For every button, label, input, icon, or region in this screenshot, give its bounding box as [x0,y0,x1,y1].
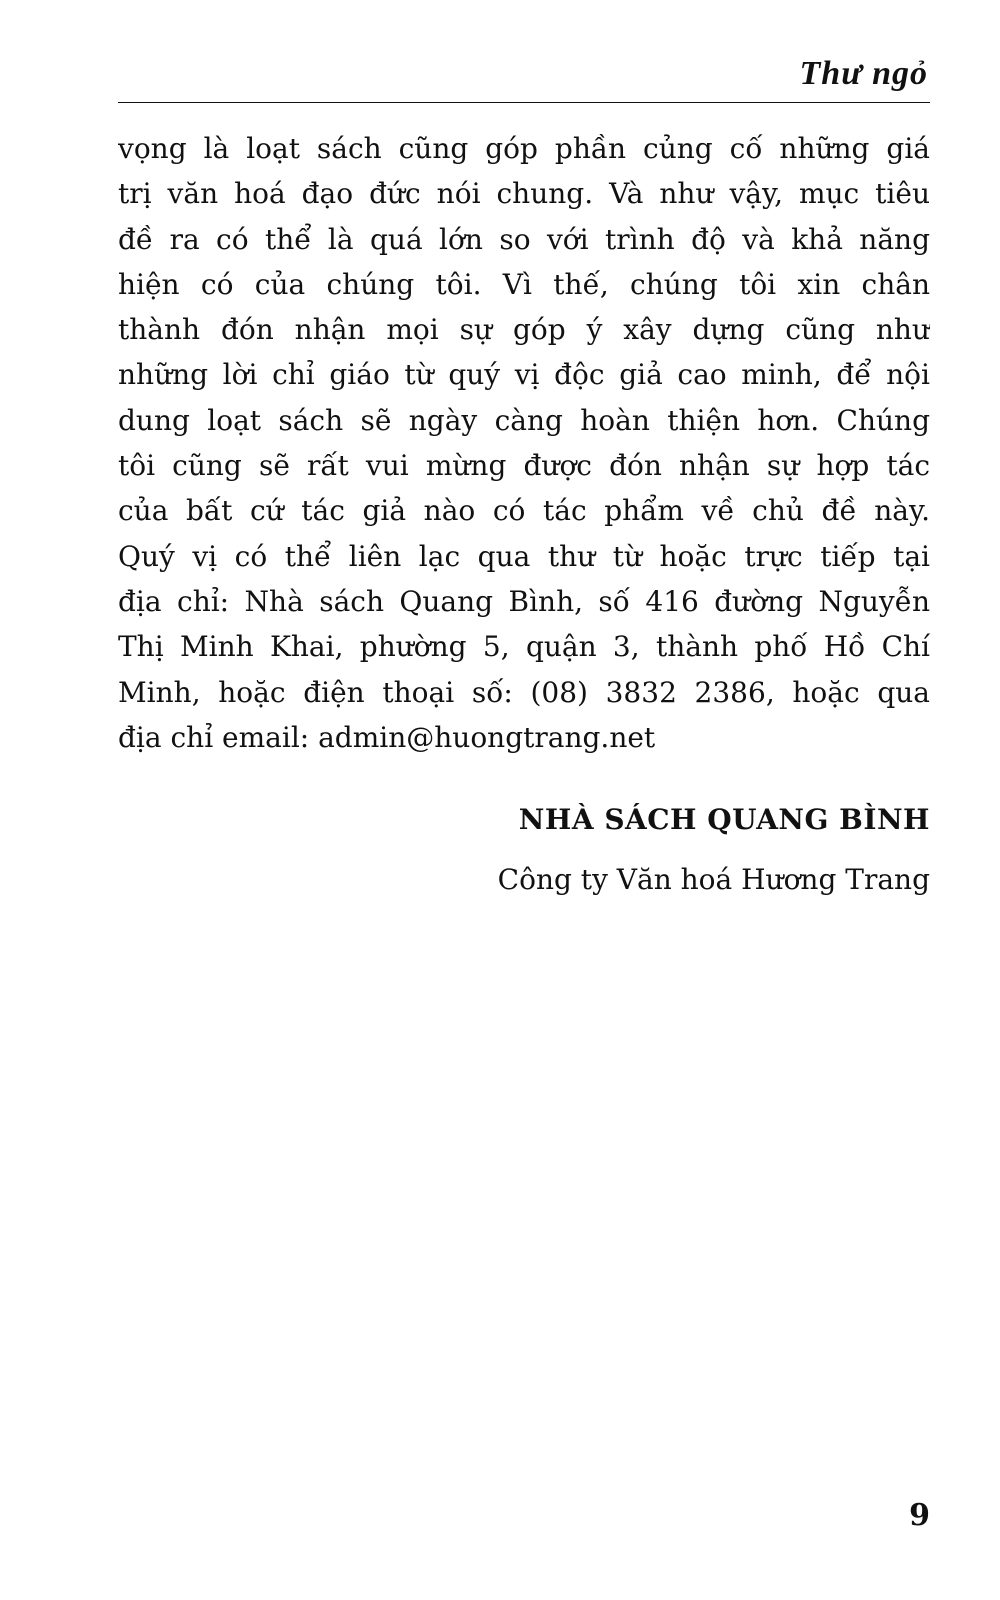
header-title: Thư ngỏ [799,55,928,92]
body-line: dung loạt sách sẽ ngày càng hoàn thiện hơn. Chúng [118,403,930,437]
running-header [118,55,930,103]
body-text [118,126,930,760]
body-line: Quý vị có thể liên lạc qua thư từ hoặc trực tiếp tại [118,539,930,573]
body-line: vọng là loạt sách cũng góp phần củng cố những giá [118,132,930,165]
body-line: địa chỉ: Nhà sách Quang Bình, số 416 đường Nguyễn [118,584,930,618]
body-line: địa chỉ email: admin@huongtrang.net [118,720,656,754]
signature-block [498,800,930,900]
company-name: Công ty Văn hoá Hương Trang [497,863,930,896]
body-line: tôi cũng sẽ rất vui mừng được đón nhận sự hợp tác [118,449,930,483]
publisher-name: NHÀ SÁCH QUANG BÌNH [518,803,930,836]
body-line: của bất cứ tác giả nào có tác phẩm về chủ đề này. [118,494,930,528]
body-line: Thị Minh Khai, phường 5, quận 3, thành phố Hồ Chí [118,630,930,664]
page-number: 9 [909,1498,930,1533]
body-line: hiện có của chúng tôi. Vì thế, chúng tôi xin chân [118,267,930,301]
body-line: đề ra có thể là quá lớn so với trình độ và khả năng [118,222,930,256]
body-line: trị văn hoá đạo đức nói chung. Và như vậy, mục tiêu [118,177,930,211]
body-line: những lời chỉ giáo từ quý vị độc giả cao minh, để nội [118,358,930,392]
body-line: Minh, hoặc điện thoại số: (08) 3832 2386, hoặc qua [118,675,930,709]
body-line: thành đón nhận mọi sự góp ý xây dựng cũng như [118,313,930,347]
